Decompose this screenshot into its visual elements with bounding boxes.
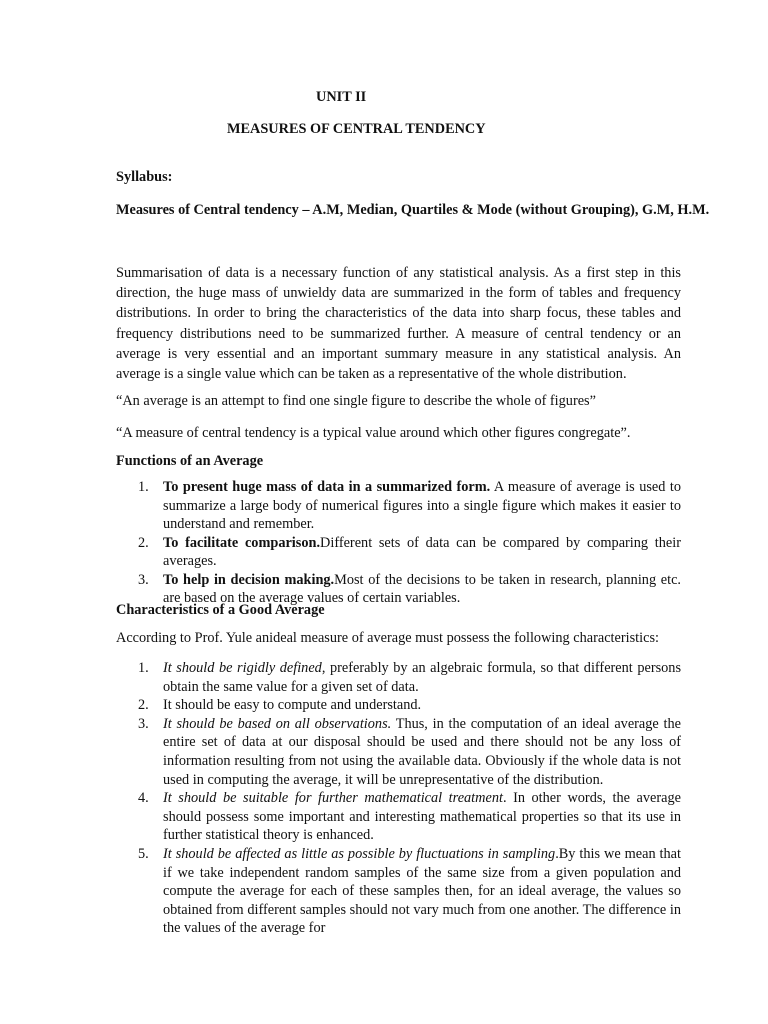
item-title: It should be suitable for further mathematical treatment <box>163 790 503 807</box>
functions-list <box>116 478 681 608</box>
item-text: A measure of average is used to summarize a large body of numerical figures into a single figure which makes it easier to understand and remember. <box>163 479 681 532</box>
functions-heading: Functions of an Average <box>116 453 264 469</box>
unit-heading: UNIT II <box>316 89 367 105</box>
list-item <box>116 478 681 534</box>
item-text: .By this we mean that if we take independent random samples of the same size from a given population and compute the average for each of these samples then, for an ideal average, the values so obtained from different samples should not vary much from one another. The difference in the values of the average for <box>163 845 681 937</box>
item-number: 4. <box>138 790 149 807</box>
list-item <box>116 534 681 571</box>
syllabus-text: Measures of Central tendency – A.M, Median, Quartiles & Mode (without Grouping), G.M, H.M. <box>116 202 710 218</box>
item-text: Most of the decisions to be taken in research, planning etc. are based on the average values of certain variables. <box>163 571 681 606</box>
list-item <box>116 715 681 789</box>
page-title: MEASURES OF CENTRAL TENDENCY <box>227 121 486 137</box>
list-item <box>116 659 681 696</box>
characteristics-heading: Characteristics of a Good Average <box>116 602 325 618</box>
item-text: . In other words, the average should possess some important and interesting mathematical properties so that its use in further statistical theory is enhanced. <box>163 790 681 844</box>
item-title: It should be based on all observations. <box>163 715 392 732</box>
item-number: 2. <box>138 534 149 551</box>
item-number: 1. <box>138 479 149 495</box>
list-item <box>116 845 681 938</box>
item-title: To facilitate comparison. <box>163 534 321 551</box>
list-item <box>116 696 681 715</box>
list-item <box>116 789 681 845</box>
item-text: Different sets of data can be compared by comparing their averages. <box>163 534 681 569</box>
item-title: To present huge mass of data in a summarized form. <box>163 479 491 495</box>
characteristics-list <box>116 659 681 938</box>
item-text: It should be easy to compute and understand. <box>163 697 422 714</box>
intro-paragraph: Summarisation of data is a necessary function of any statistical analysis. As a first step in this direction, the huge mass of unwieldy data are summarized in the form of tables and frequency distributions. In order to bring the characteristics of the data into sharp focus, these tables and frequency distributions need to be summarized further. A measure of central tendency or an average is very essential and an important summary measure in any statistical analysis. An average is a single value which can be taken as a representative of the whole distribution. <box>116 265 681 383</box>
item-text: Thus, in the computation of an ideal average the entire set of data at our disposal should be used and there should not be any loss of information resulting from not using the available data. Obviously if the whole data is not used in computing the average, it will be unrepresentative of the distribution. <box>163 715 681 788</box>
item-text: , preferably by an algebraic formula, so that different persons obtain the same value for a given set of data. <box>163 660 682 695</box>
quote-2: “A measure of central tendency is a typical value around which other figures congregate”. <box>116 425 631 441</box>
characteristics-intro: According to Prof. Yule anideal measure of average must possess the following characteristics: <box>116 630 659 646</box>
item-number: 5. <box>138 845 149 862</box>
quote-1: “An average is an attempt to find one single figure to describe the whole of figures” <box>116 393 596 409</box>
item-number: 3. <box>138 715 149 732</box>
item-number: 2. <box>138 697 149 714</box>
item-title: To help in decision making. <box>163 571 335 588</box>
item-number: 1. <box>138 660 149 676</box>
item-title: It should be affected as little as possible by fluctuations in sampling <box>163 845 556 862</box>
syllabus-label: Syllabus: <box>116 169 173 185</box>
item-number: 3. <box>138 571 149 588</box>
item-title: It should be rigidly defined <box>163 660 322 676</box>
